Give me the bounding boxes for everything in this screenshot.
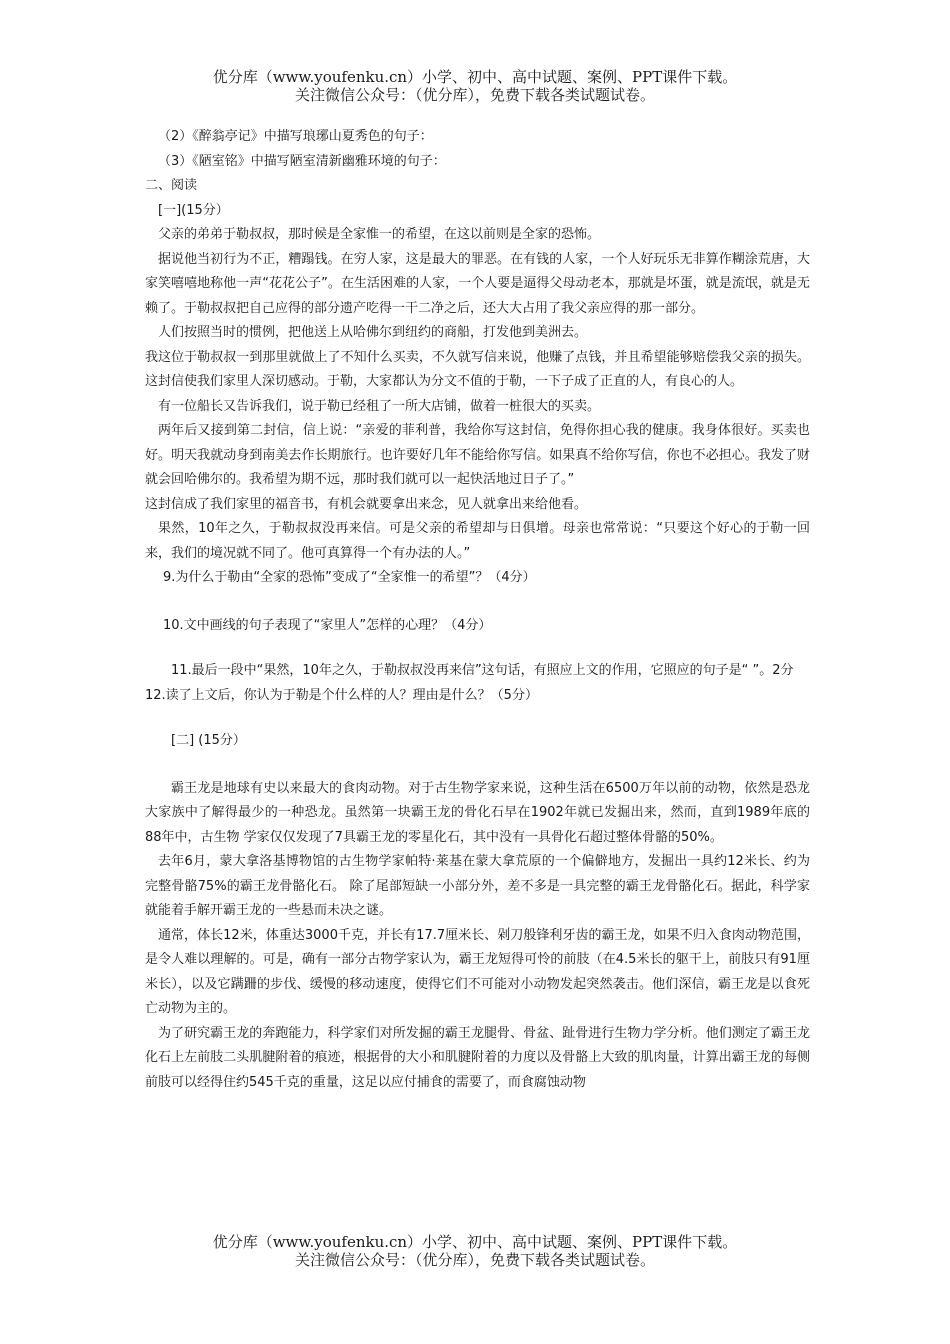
page-footer bbox=[0, 1233, 950, 1269]
question-11: 11.最后一段中“果然，10年之久，于勒叔叔没再来信”这句话，有照应上文的作用，它照应的句子是“ ”。2分 bbox=[171, 663, 794, 678]
question-10: 10.文中画线的句子表现了“家里人”怎样的心理？（4分） bbox=[163, 617, 492, 633]
passage-one-paragraph: 据说他当初行为不正，糟蹋钱。在穷人家，这是最大的罪恶。在有钱的人家，一个人好玩乐无非算作糊涂荒唐，大家笑嘻嘻地称他一声“花花公子”。在生活困难的人家，一个人要是逼得父母动老本，那就是坏蛋，就是流氓，就是无赖了。于勒叔叔把自己应得的部分遗产吃得一干二净之后，还大大占用了我父亲应得的那一部分。 bbox=[145, 251, 810, 316]
passage-one-paragraph: 这封信成了我们家里的福音书，有机会就要拿出来念，见人就拿出来给他看。 bbox=[145, 496, 588, 512]
passage-one-paragraph: 我这位于勒叔叔一到那里就做上了不知什么买卖，不久就写信来说，他赚了点钱，并且希望能够赔偿我父亲的损失。这封信使我们家里人深切感动。于勒，大家都认为分文不值的于勒，一下子成了正直的人，有良心的人。 bbox=[145, 349, 810, 389]
question-9: 9.为什么于勒由“全家的恐怖”变成了“全家惟一的希望”？（4分） bbox=[163, 570, 536, 585]
question-12: 12.读了上文后，你认为于勒是个什么样的人？理由是什么？（5分） bbox=[145, 687, 538, 703]
passage-two-paragraph: 去年6月，蒙大拿洛基博物馆的古生物学家帕特·莱基在蒙大拿荒原的一个偏僻地方，发掘出一具约12米长、约为完整骨骼75%的霸王龙骨骼化石。 除了尾部短缺一小部分外，差不多是一具完整的霸王龙骨骼化石。据此，科学家就能着手解开霸王龙的一些悬而未决之谜。 bbox=[145, 854, 810, 918]
passage-one-paragraph: 有一位船长又告诉我们，说于勒已经租了一所大店铺，做着一桩很大的买卖。 bbox=[158, 398, 601, 414]
footer-line-2: 关注微信公众号：（优分库），免费下载各类试题试卷。 bbox=[294, 1251, 655, 1269]
passage-two-paragraph: 通常，体长12米，体重达3000千克，并长有17.7厘米长、剁刀般锋利牙齿的霸王龙，如果不归入食肉动物范围，是令人难以理解的。可是，确有一部分古物学家认为，霸王龙短得可怜的前肢（在4.5米长的躯干上，前肢只有91厘米长），以及它蹒跚的步伐、缓慢的移动速度，使得它们不可能对小动物发起突然袭击。他们深信，霸王龙是以食死亡动物为主的。 bbox=[145, 927, 810, 1016]
passage-two-paragraph: 为了研究霸王龙的奔跑能力，科学家们对所发掘的霸王龙腿骨、骨盆、趾骨进行生物力学分析。他们测定了霸王龙化石上左前肢二头肌腱附着的痕迹，根据骨的大小和肌腱附着的力度以及骨骼上大致的肌肉量，计算出霸王龙的每侧前肢可以经得住约545千克的重量，这足以应付捕食的需要了，而食腐蚀动物 bbox=[145, 1025, 810, 1090]
part-one-title: [一](15分） bbox=[158, 202, 229, 218]
passage-one-paragraph: 父亲的弟弟于勒叔叔，那时候是全家惟一的希望，在这以前则是全家的恐怖。 bbox=[158, 227, 601, 242]
header-line-2: 关注微信公众号：（优分库），免费下载各类试题试卷。 bbox=[294, 86, 655, 104]
part-two-title: [二] (15分） bbox=[171, 733, 246, 748]
header-line-1: 优分库（www.youfenku.cn）小学、初中、高中试题、案例、PPT课件下载。 bbox=[212, 68, 738, 86]
poem-question-3: （3）《陋室铭》中描写陋室清新幽雅环境的句子： bbox=[158, 153, 446, 169]
poem-question-2: （2）《醉翁亭记》中描写琅琊山夏秀色的句子： bbox=[158, 129, 433, 144]
page-header bbox=[0, 68, 950, 104]
document-body bbox=[145, 125, 810, 1095]
passage-two-paragraph: 霸王龙是地球有史以来最大的食肉动物。对于古生物学家来说，这种生活在6500万年以前的动物，依然是恐龙大家族中了解得最少的一种恐龙。虽然第一块霸王龙的骨化石早在1902年就已发掘出来，然而，直到1989年底的88年中，古生物 学家仅仅发现了7具霸王龙的零星化石，其中没有一具骨化石超过整体骨骼的50%。 bbox=[145, 780, 810, 845]
footer-line-1: 优分库（www.youfenku.cn）小学、初中、高中试题、案例、PPT课件下载。 bbox=[212, 1233, 738, 1251]
passage-one-paragraph: 两年后又接到第二封信，信上说：“亲爱的菲利普，我给你写这封信，免得你担心我的健康。我身体很好。买卖也好。明天我就动身到南美去作长期旅行。也许要好几年不能给你写信。如果真不给你写信，你也不必担心。我发了财就会回哈佛尔的。我希望为期不远，那时我们就可以一起快活地过日子了。” bbox=[145, 423, 810, 487]
section-heading-reading: 二、阅读 bbox=[145, 178, 198, 193]
passage-one-paragraph: 人们按照当时的惯例，把他送上从哈佛尔到纽约的商船，打发他到美洲去。 bbox=[158, 325, 588, 340]
passage-one-paragraph: 果然，10年之久，于勒叔叔没再来信。可是父亲的希望却与日俱增。母亲也常常说：“只要这个好心的于勒一回来，我们的境况就不同了。他可真算得一个有办法的人。” bbox=[145, 521, 810, 561]
